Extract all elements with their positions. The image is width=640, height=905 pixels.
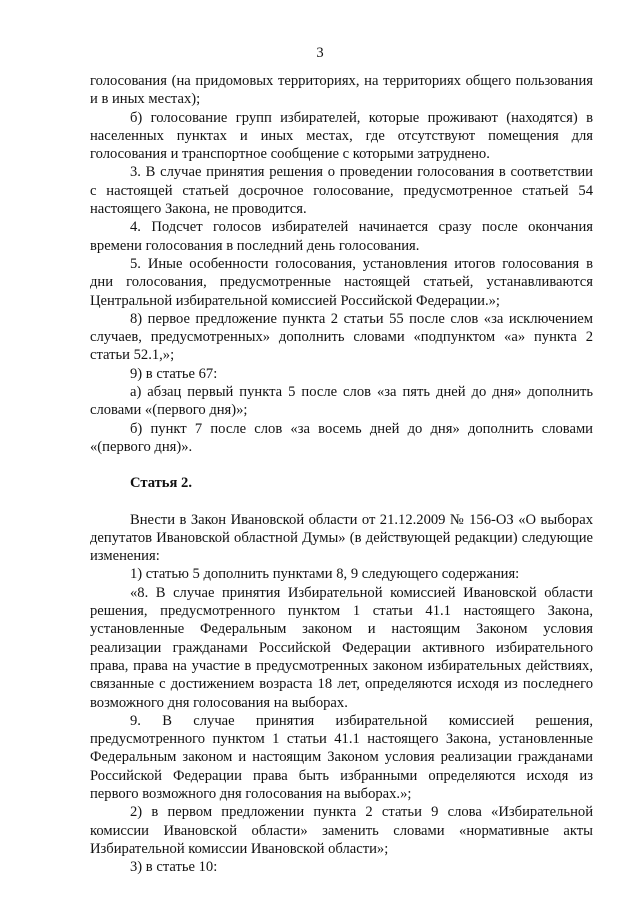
paragraph: 3. В случае принятия решения о проведении голосования в соответствии с настоящей статьей досрочное голосование, предусмотренное статьей 54 настоящего Закона, не проводится. [90, 164, 593, 218]
paragraph: 4. Подсчет голосов избирателей начинается сразу после окончания времени голосования в последний день голосования. [90, 219, 593, 254]
article-heading: Статья 2. [130, 475, 192, 492]
paragraph: 1) статью 5 дополнить пунктами 8, 9 следующего содержания: [130, 566, 520, 583]
paragraph: 5. Иные особенности голосования, установления итогов голосования в дни голосования, предусмотренные настоящей статьей, устанавливаются Центральной избирательной комиссией Российской Федерации.»; [90, 255, 593, 309]
document-body [90, 72, 593, 876]
paragraph: 8) первое предложение пункта 2 статьи 55 после слов «за исключением случаев, предусмотренных» дополнить словами «подпунктом «а» пункта 2 статьи 52.1,»; [90, 310, 593, 364]
paragraph: 9. В случае принятия избирательной комиссией решения, предусмотренного пунктом 1 статьи 41.1 настоящего Закона, установленные Федеральным законом и настоящим Законом условия реализации гражданами Российской Федерации права быть избранными определяются исходя из первого возможного дня голосования на выборах.»; [90, 712, 593, 802]
paragraph: а) абзац первый пункта 5 после слов «за пять дней до дня» дополнить словами «(первого дня)»; [90, 384, 593, 419]
paragraphs-after [90, 511, 593, 877]
paragraph: б) пункт 7 после слов «за восемь дней до дня» дополнить словами «(первого дня)». [90, 420, 593, 455]
paragraph: 3) в статье 10: [130, 859, 218, 876]
paragraph: 9) в статье 67: [130, 365, 218, 382]
paragraph: голосования (на придомовых территориях, на территориях общего пользования и в иных местах); [90, 73, 593, 108]
paragraph: 2) в первом предложении пункта 2 статьи 9 слова «Избирательной комиссии Ивановской области» заменить словами «нормативные акты Избирательной комиссии Ивановской области»; [90, 804, 593, 857]
paragraph: Внести в Закон Ивановской области от 21.12.2009 № 156-ОЗ «О выборах депутатов Ивановской областной Думы» (в действующей редакции) следующие изменения: [90, 511, 593, 565]
page-number: 3 [316, 45, 324, 61]
paragraph: б) голосование групп избирателей, которые проживают (находятся) в населенных пунктах и иных местах, где отсутствуют помещения для голосования и транспортное сообщение с которыми затруднено. [90, 109, 593, 163]
paragraphs-before [90, 72, 593, 456]
paragraph: «8. В случае принятия Избирательной комиссией Ивановской области решения, предусмотренного пунктом 1 статьи 41.1 настоящего Закона, установленные Федеральным законом и настоящим Законом условия реализации гражданами Российской Федерации активного избирательного права, права на участие в предусмотренных законом избирательных действиях, связанные с достижением возраста 18 лет, определяются исходя из последнего возможного дня голосования на выборах. [90, 584, 593, 711]
